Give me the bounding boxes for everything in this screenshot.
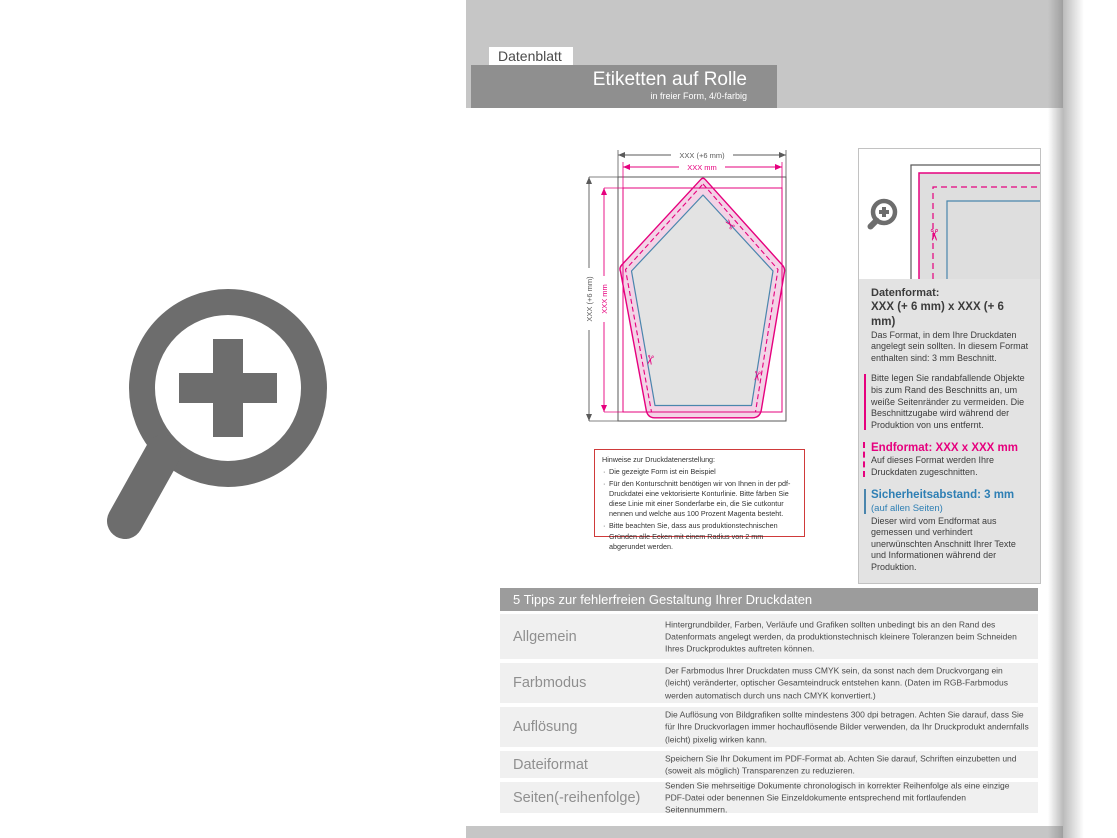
datenformat-value: XXX (+ 6 mm) x XXX (+ 6 mm) — [871, 301, 1004, 328]
sicherheitsabstand-body: Dieser wird vom Endformat aus gemessen und verhindert unerwünschten Anschnitt Ihrer Texte und Informationen während der Produktion. — [871, 515, 1016, 572]
sicherheitsabstand-subtitle: (auf allen Seiten) — [871, 502, 943, 514]
scissors-icon: ✂ — [641, 353, 659, 367]
svg-text:XXX mm: XXX mm — [599, 284, 609, 314]
scissors-icon: ✂ — [748, 369, 766, 383]
page-subtitle: in freier Form, 4/0-farbig — [650, 91, 747, 101]
table-row — [500, 707, 1038, 747]
tip-row-text: Senden Sie mehrseitige Dokumente chronologisch in korrekter Reihenfolge als eine einzige PDF-Datei oder benennen Sie Einzeldokumente entsprechend mit fortlaufenden Seitennummern. — [665, 780, 1010, 815]
endformat-title: Endformat: XXX x XXX mm — [871, 442, 1018, 455]
endformat-body: Auf dieses Format werden Ihre Druckdaten zugeschnitten. — [871, 455, 995, 477]
tip-row-text: Der Farbmodus Ihrer Druckdaten muss CMYK sein, da sonst nach dem Druckvorgang ein (leicht) veränderter, optischer Gesamteindruck entstehen kann. (Daten im RGB-Farbmodus werden automatisch durch uns nach CMYK konvertiert.) — [665, 665, 1008, 701]
table-row — [500, 663, 1038, 703]
scissors-icon: ✂ — [720, 215, 740, 233]
tips-header: 5 Tipps zur fehlerfreien Gestaltung Ihrer Druckdaten — [500, 588, 1038, 611]
datenformat-title: Datenformat: — [871, 287, 940, 299]
sicherheitsabstand-title: Sicherheitsabstand: 3 mm — [871, 489, 1015, 502]
zoom-plus-icon — [88, 286, 358, 551]
tip-row-label: Auflösung — [513, 719, 578, 735]
datenblatt-tab: Datenblatt — [489, 47, 573, 65]
sicherheitsabstand-head — [871, 488, 1030, 514]
format-info-text — [859, 279, 1040, 583]
corner-detail-diagram — [859, 149, 1040, 279]
note-item: · Für den Konturschnitt benötigen wir von Ihnen in der pdf-Druckdatei eine vektorisierte Konturlinie. Bitte färben Sie diese Linie mit einer Sonderfarbe ein, die Sie cutkontur nennen und welche aus 100 Prozent Magenta besteht. — [602, 479, 797, 519]
tip-row-label: Dateiformat — [513, 756, 588, 773]
notes-title: Hinweise zur Druckdatenerstellung: — [602, 455, 716, 464]
tip-row-text: Hintergrundbilder, Farben, Verläufe und Grafiken sollten unbedingt bis an den Rand des Datenformats angelegt werden, da produktionstechnisch kleinere Toleranzen beim Schneiden Ihres Druckproduktes auftreten können. — [665, 619, 1017, 654]
corner-detail-figure — [859, 149, 1040, 279]
svg-text:XXX (+6 mm): XXX (+6 mm) — [679, 150, 725, 160]
endformat-section — [871, 441, 1030, 478]
note-item: · Die gezeigte Form ist ein Beispiel — [602, 467, 797, 477]
table-row — [500, 614, 1038, 659]
bleed-note-body: Bitte legen Sie randabfallende Objekte bis zum Rand des Beschnitts an, um weiße Seitenränder zu vermeiden. Die Beschnittzugabe wird während der Produktion von uns entfernt. — [871, 373, 1025, 430]
page-edge-shadow — [1048, 0, 1084, 838]
info-panel — [858, 148, 1041, 584]
scissors-icon: ✂ — [924, 228, 942, 242]
sicherheitsabstand-section — [871, 488, 1030, 573]
datenformat-body: Das Format, in dem Ihre Druckdaten angelegt sein sollten. In diesem Format enthalten sind: 3 mm Beschnitt. — [871, 329, 1029, 363]
dim-width-inner-label — [679, 163, 725, 172]
table-row — [500, 751, 1038, 778]
page-title: Etiketten auf Rolle — [592, 69, 747, 90]
tip-row-label: Seiten(-reihenfolge) — [513, 789, 641, 806]
title-bar — [471, 65, 777, 108]
tip-row-label: Allgemein — [513, 628, 577, 645]
label-shape-diagram — [575, 144, 793, 438]
dim-height-inner-label — [600, 276, 609, 322]
tip-row-label: Farbmodus — [513, 675, 587, 691]
dim-height-outer-label — [585, 268, 594, 330]
svg-text:XXX mm: XXX mm — [687, 162, 717, 172]
note-item: · Bitte beachten Sie, dass aus produktionstechnischen Gründen alle Ecken mit einem Radius von 2 mm abgerundet werden. — [602, 521, 797, 551]
page-bottom-band — [466, 826, 1063, 838]
print-data-notes-box — [594, 449, 805, 551]
table-row — [500, 782, 1038, 813]
dim-width-outer-label — [671, 151, 733, 160]
tip-row-text: Die Auflösung von Bildgrafiken sollte mindestens 300 dpi betragen. Achten Sie darauf, dass Sie für Ihre Druckvorlagen immer hochauflösende Bilder verwenden, da Ihr Druckprodukt andernfalls (leicht) pixelig wirken kann. — [665, 709, 1029, 745]
svg-text:XXX (+6 mm): XXX (+6 mm) — [584, 276, 594, 322]
tip-row-text: Speichern Sie Ihr Dokument im PDF-Format ab. Achten Sie darauf, Schriften einzubetten und (soweit als möglich) Transparenzen zu reduzieren. — [665, 753, 1017, 776]
datenformat-section — [871, 287, 1030, 364]
bleed-note-section — [871, 373, 1030, 431]
